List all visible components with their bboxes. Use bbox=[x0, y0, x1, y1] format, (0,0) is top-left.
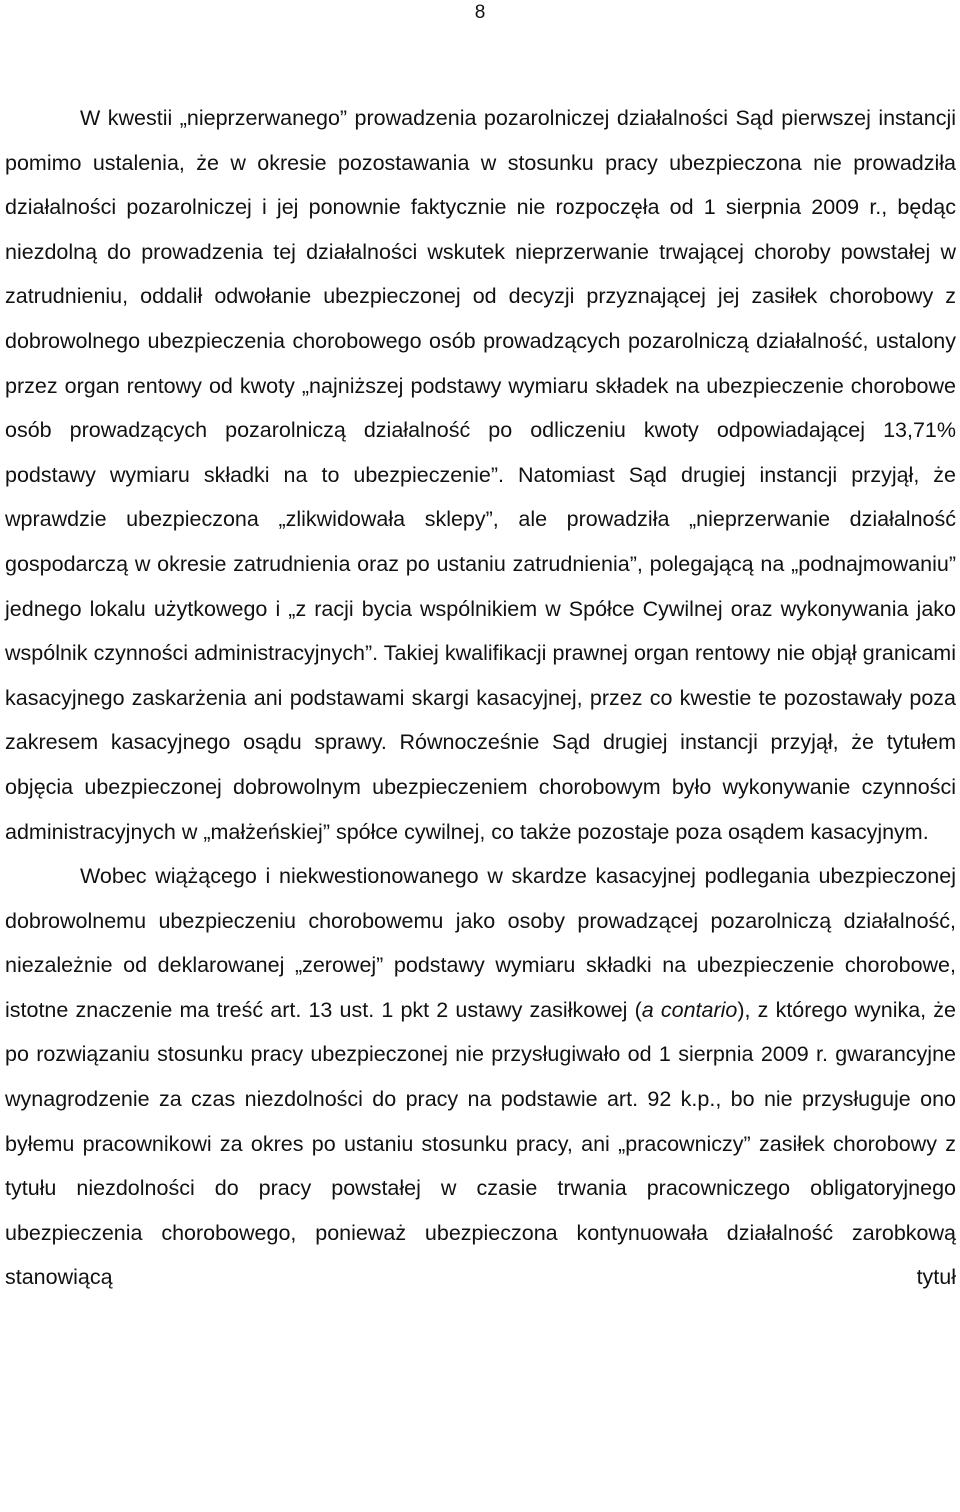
document-body bbox=[5, 96, 956, 1300]
paragraph-2-emphasis: a contario bbox=[641, 997, 738, 1022]
paragraph-1: W kwestii „nieprzerwanego” prowadzenia pozarolniczej działalności Sąd pierwszej instancji pomimo ustalenia, że w okresie pozostawania w stosunku pracy ubezpieczona nie prowadziła działalności pozarolniczej i jej ponownie faktycznie nie rozpoczęła od 1 sierpnia 2009 r., będąc niezdolną do prowadzenia tej działalności wskutek nieprzerwanie trwającej choroby powstałej w zatrudnieniu, oddalił odwołanie ubezpieczonej od decyzji przyznającej jej zasiłek chorobowy z dobrowolnego ubezpieczenia chorobowego osób prowadzących pozarolniczą działalność, ustalony przez organ rentowy od kwoty „najniższej podstawy wymiaru składek na ubezpieczenie chorobowe osób prowadzących pozarolniczą działalność po odliczeniu kwoty odpowiadającej 13,71% podstawy wymiaru składki na to ubezpieczenie”. Natomiast Sąd drugiej instancji przyjął, że wprawdzie ubezpieczona „zlikwidowała sklepy”, ale prowadziła „nieprzerwanie działalność gospodarczą w okresie zatrudnienia oraz po ustaniu zatrudnienia”, polegającą na „podnajmowaniu” jednego lokalu użytkowego i „z racji bycia wspólnikiem w Spółce Cywilnej oraz wykonywania jako wspólnik czynności administracyjnych”. Takiej kwalifikacji prawnej organ rentowy nie objął granicami kasacyjnego zaskarżenia ani podstawami skargi kasacyjnej, przez co kwestie te pozostawały poza zakresem kasacyjnego osądu sprawy. Równocześnie Sąd drugiej instancji przyjął, że tytułem objęcia ubezpieczonej dobrowolnym ubezpieczeniem chorobowym było wykonywanie czynności administracyjnych w „małżeńskiej” spółce cywilnej, co także pozostaje poza osądem kasacyjnym. bbox=[5, 106, 956, 844]
paragraph-2-text-after: ), z którego wynika, że po rozwiązaniu stosunku pracy ubezpieczonej nie przysługiwało od 1 sierpnia 2009 r. gwarancyjne wynagrodzenie za czas niezdolności do pracy na podstawie art. 92 k.p., bo nie przysługuje ono byłemu pracownikowi za okres po ustaniu stosunku pracy, ani „pracowniczy” zasiłek chorobowy z tytułu niezdolności do pracy powstałej w czasie trwania pracowniczego obligatoryjnego ubezpieczenia chorobowego, ponieważ ubezpieczona kontynuowała działalność zarobkową stanowiącą tytuł bbox=[5, 997, 957, 1290]
paragraph-2-text-before: Wobec wiążącego i niekwestionowanego w skardze kasacyjnej podlegania ubezpieczonej dobrowolnemu ubezpieczeniu chorobowemu jako osoby prowadzącej pozarolniczą działalność, niezależnie od deklarowanej „zerowej” podstawy wymiaru składki na ubezpieczenie chorobowe, istotne znaczenie ma treść art. 13 ust. 1 pkt 2 ustawy zasiłkowej ( bbox=[5, 864, 956, 1022]
page-number: 8 bbox=[474, 2, 486, 23]
paragraph-2 bbox=[5, 854, 956, 1300]
